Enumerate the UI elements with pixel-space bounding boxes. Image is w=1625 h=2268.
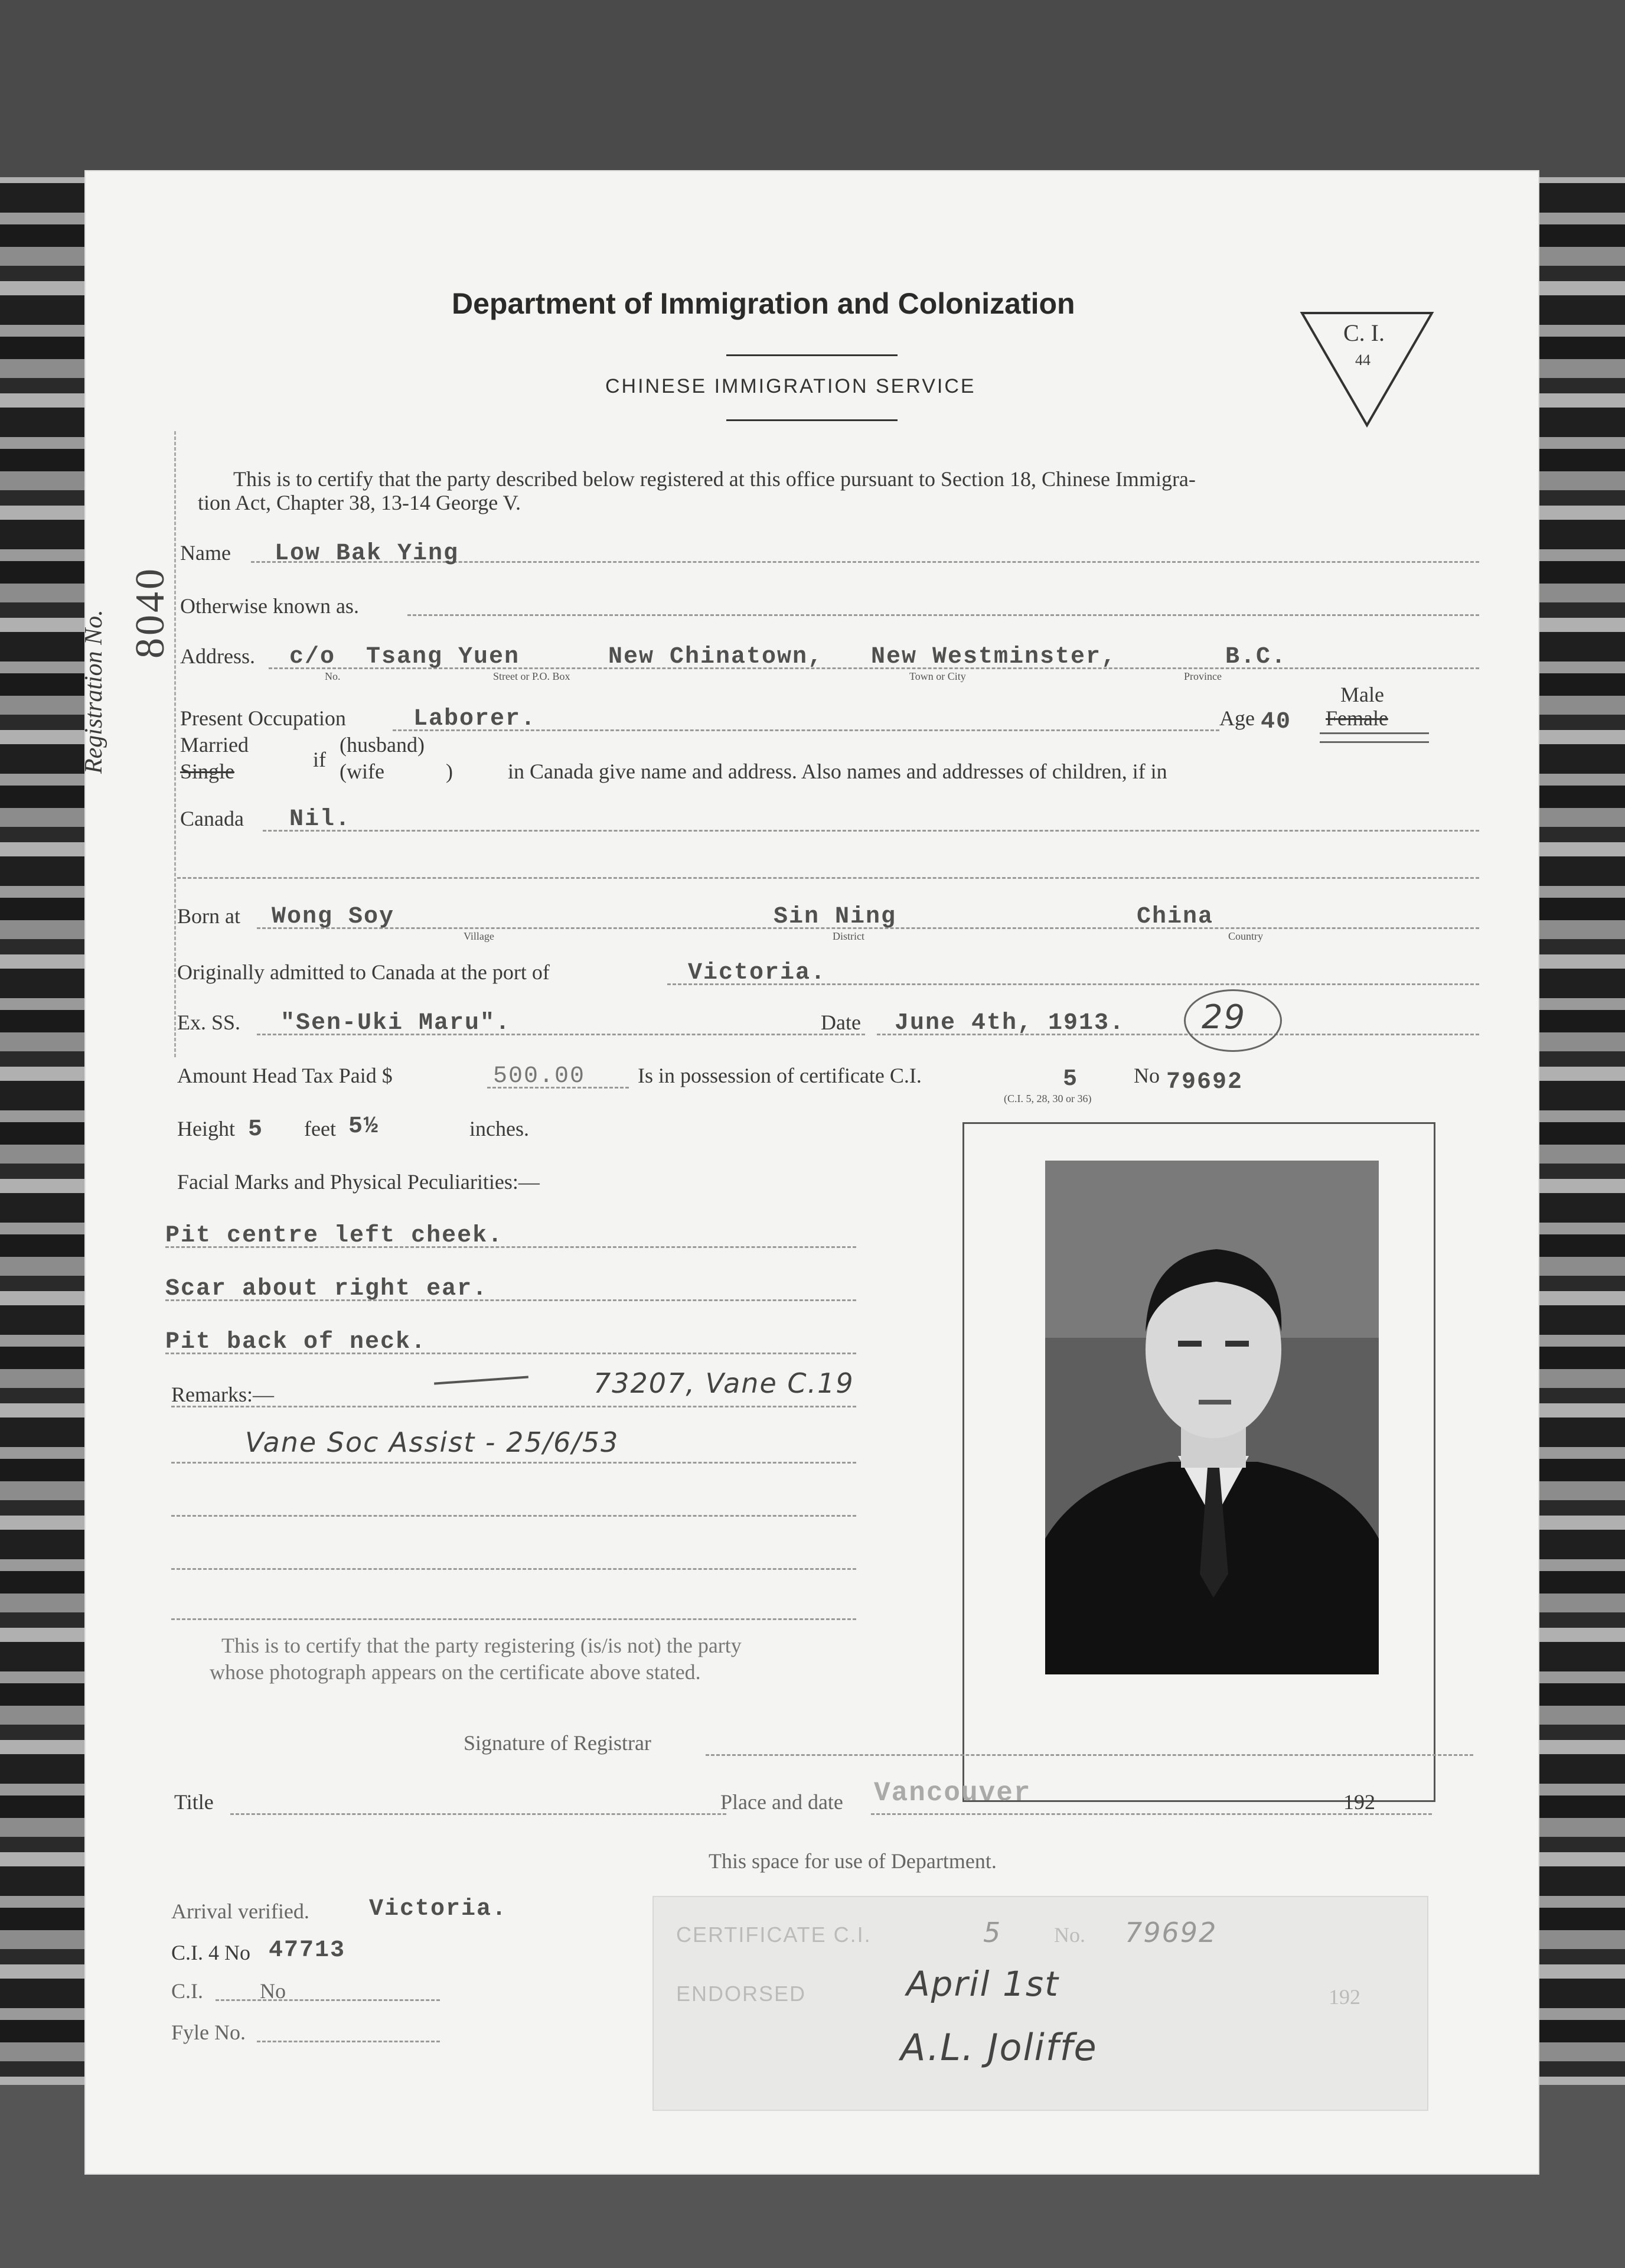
mark-2: Scar about right ear. (165, 1276, 488, 1302)
fyle-line (257, 2041, 440, 2042)
inches-label: inches. (469, 1117, 529, 1140)
registration-label: Registration No. (80, 610, 107, 774)
cert-no-value: 79692 (1166, 1069, 1244, 1096)
cert-ci-value: 5 (1063, 1066, 1079, 1093)
born-country: China (1137, 904, 1214, 930)
stamp-endorsed-label: ENDORSED (676, 1982, 807, 2006)
arrival-label: Arrival verified. (171, 1899, 309, 1923)
address-sub-no: No. (325, 670, 341, 682)
otherwise-label: Otherwise known as. (180, 594, 359, 618)
stamp-cert-ci: 5 (983, 1917, 1002, 1948)
header-rule-top (726, 354, 898, 356)
signature-label: Signature of Registrar (464, 1731, 651, 1755)
date-label: Date (821, 1011, 861, 1034)
born-district-sub: District (833, 930, 864, 942)
born-label: Born at (177, 904, 240, 928)
remarks-handwriting-2: Vane Soc Assist - 25/6/53 (245, 1426, 619, 1458)
canada-value: Nil. (289, 806, 351, 833)
wife-label: (wife (340, 760, 384, 783)
address-sub-street: Street or P.O. Box (493, 670, 570, 682)
remarks-strikeout (434, 1376, 528, 1384)
address-sub-town: Town or City (909, 670, 966, 682)
possession-label: Is in possession of certificate C.I. (638, 1064, 922, 1087)
born-country-sub: Country (1228, 930, 1264, 942)
registration-dotted-line (174, 431, 176, 1057)
single-label: Single (180, 760, 235, 783)
family-text: in Canada give name and address. Also names and addresses of children, if in (508, 760, 1167, 783)
address-street: Tsang Yuen (366, 644, 520, 670)
otherwise-line (407, 614, 1479, 616)
name-value: Low Bak Ying (275, 540, 459, 567)
occupation-label: Present Occupation (180, 706, 346, 730)
admitted-label: Originally admitted to Canada at the port of (177, 960, 550, 984)
ci4-value: 47713 (269, 1937, 346, 1964)
canada-line-2 (177, 877, 1479, 879)
cert-no-label: No (1134, 1064, 1160, 1087)
place-value: Vancouver (874, 1778, 1032, 1808)
department-title: Department of Immigration and Colonization (452, 287, 1075, 320)
remarks-line-2 (171, 1462, 856, 1464)
sex-male: Male (1340, 683, 1384, 706)
ship-value: "Sen-Uki Maru". (280, 1010, 511, 1037)
mark-3: Pit back of neck. (165, 1329, 427, 1355)
stamp-no-label: No. (1054, 1923, 1085, 1947)
certificate-page (80, 171, 1538, 2174)
born-village: Wong Soy (272, 904, 395, 930)
ci4-label: C.I. 4 No (171, 1941, 250, 1964)
header-rule-bottom (726, 419, 898, 421)
year-suffix: 192 (1343, 1790, 1375, 1814)
certify-text: This is to certify that the party described below registered at this office pursuant to Section 18, Chinese Immigra- (233, 467, 1196, 491)
address-no: c/o (289, 644, 336, 670)
portrait-figure-icon (1045, 1161, 1379, 1674)
remarks-line-3 (171, 1515, 856, 1517)
age-label: Age (1219, 706, 1255, 730)
signature-line (706, 1754, 1473, 1756)
name-label: Name (180, 541, 231, 565)
address-province: B.C. (1225, 644, 1287, 670)
canada-line (263, 830, 1479, 832)
occupation-value: Laborer. (413, 706, 537, 732)
mark-line-3 (165, 1353, 856, 1354)
remarks-line-4 (171, 1568, 856, 1570)
no-label: No (260, 1979, 286, 2003)
service-title: CHINESE IMMIGRATION SERVICE (605, 375, 976, 397)
sex-strikeout (1320, 732, 1429, 743)
stamp-signature: A.L. Joliffe (900, 2026, 1098, 2069)
remarks-line-1 (171, 1406, 856, 1407)
stamp-year: 192 (1329, 1985, 1360, 2009)
form-code: C. I. (1343, 320, 1385, 346)
mark-line-1 (165, 1246, 856, 1248)
photo-cert-text: This is to certify that the party registering (is/is not) the party (221, 1634, 742, 1657)
title-label: Title (174, 1790, 214, 1814)
remarks-line-5 (171, 1618, 856, 1620)
stamp-cert-no: 79692 (1125, 1917, 1218, 1948)
circled-number: 29 (1202, 998, 1247, 1037)
ci-label: C.I. (171, 1979, 203, 2003)
department-space-label: This space for use of Department. (709, 1849, 997, 1873)
remarks-handwriting-1: 73207, Vane C.19 (593, 1367, 854, 1399)
address-extra: New Chinatown, (608, 644, 824, 670)
canada-label: Canada (180, 807, 244, 830)
registration-number: 8040 (128, 566, 173, 659)
if-label: if (313, 748, 326, 771)
place-label: Place and date (720, 1790, 843, 1814)
registrant-photo (1045, 1161, 1379, 1674)
married-label: Married (180, 733, 249, 757)
stamp-hand-date: April 1st (906, 1964, 1059, 2004)
date-value: June 4th, 1913. (895, 1010, 1125, 1037)
sex-female: Female (1326, 706, 1388, 730)
mark-1: Pit centre left cheek. (165, 1223, 504, 1249)
height-inches: 5½ (348, 1113, 380, 1140)
husband-label: (husband) (340, 733, 425, 757)
admitted-value: Victoria. (688, 960, 827, 986)
certify-text-2: tion Act, Chapter 38, 13-14 George V. (198, 491, 521, 514)
age-value: 40 (1261, 709, 1292, 735)
fyle-label: Fyle No. (171, 2021, 246, 2044)
height-label: Height (177, 1117, 235, 1140)
top-film-edge (0, 0, 1625, 177)
wife-close: ) (446, 760, 453, 783)
tax-value: 500.00 (493, 1063, 586, 1090)
form-number: 44 (1355, 351, 1371, 369)
born-village-sub: Village (464, 930, 494, 942)
ci-line (216, 1999, 440, 2001)
remarks-label: Remarks:— (171, 1383, 274, 1406)
tax-label: Amount Head Tax Paid $ (177, 1064, 393, 1087)
stamp-certificate-label: CERTIFICATE C.I. (676, 1922, 872, 1947)
address-label: Address. (180, 644, 255, 668)
feet-label: feet (304, 1117, 336, 1140)
title-line (230, 1813, 726, 1815)
address-sub-province: Province (1184, 670, 1222, 682)
arrival-value: Victoria. (369, 1896, 508, 1922)
photo-cert-text-2: whose photograph appears on the certificate above stated. (210, 1660, 701, 1684)
ship-label: Ex. SS. (177, 1011, 241, 1034)
address-town: New Westminster, (871, 644, 1117, 670)
facial-label: Facial Marks and Physical Peculiarities:— (177, 1170, 540, 1194)
mark-line-2 (165, 1299, 856, 1301)
height-feet: 5 (248, 1116, 264, 1143)
born-district: Sin Ning (774, 904, 897, 930)
cert-options: (C.I. 5, 28, 30 or 36) (1004, 1093, 1092, 1104)
